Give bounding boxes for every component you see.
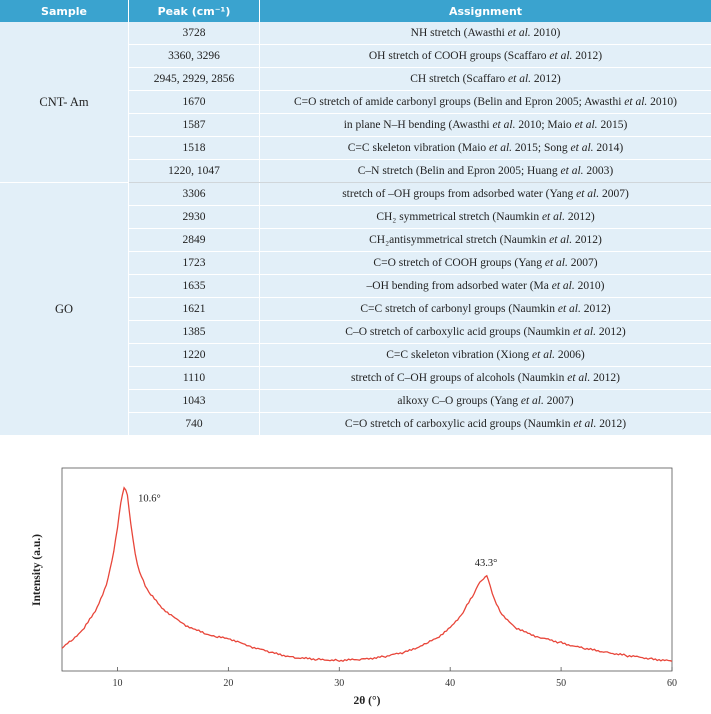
header-assignment: Assignment [260, 0, 711, 22]
assignment-cell: OH stretch of COOH groups (Scaffaro et al. 2012) [260, 45, 711, 68]
assignment-cell: in plane N–H bending (Awasthi et al. 2010; Maio et al. 2015) [260, 114, 711, 137]
peak-cell: 1043 [129, 390, 260, 413]
assignment-cell: –OH bending from adsorbed water (Ma et al. 2010) [260, 275, 711, 298]
peak-cell: 1385 [129, 321, 260, 344]
peak-cell: 1518 [129, 137, 260, 160]
assignment-cell: alkoxy C–O groups (Yang et al. 2007) [260, 390, 711, 413]
xrd-series-line [62, 488, 672, 662]
peak-cell: 1635 [129, 275, 260, 298]
peak-cell: 1670 [129, 91, 260, 114]
assignment-cell: CH₂antisymmetrical stretch (Naumkin et al. 2012) [260, 229, 711, 252]
assignment-cell: CH stretch (Scaffaro et al. 2012) [260, 68, 711, 91]
sample-cell: CNT- Am [0, 22, 129, 183]
sample-cell: GO [0, 183, 129, 436]
peak-cell: 1723 [129, 252, 260, 275]
peak-cell: 1587 [129, 114, 260, 137]
peak-cell: 3360, 3296 [129, 45, 260, 68]
peak-cell: 3306 [129, 183, 260, 206]
table-header-row [0, 0, 711, 22]
x-tick-label: 50 [556, 678, 567, 689]
assignment-cell: CH₂ symmetrical stretch (Naumkin et al. 2012) [260, 206, 711, 229]
x-tick-label: 20 [223, 678, 234, 689]
table-body [0, 22, 711, 436]
peak-cell: 3728 [129, 22, 260, 45]
peak-annotation-label: 10.6° [138, 493, 161, 505]
assignment-cell: C=C stretch of carbonyl groups (Naumkin et al. 2012) [260, 298, 711, 321]
peak-cell: 2945, 2929, 2856 [129, 68, 260, 91]
assignment-cell: C=O stretch of COOH groups (Yang et al. 2007) [260, 252, 711, 275]
assignment-cell: C=C skeleton vibration (Maio et al. 2015; Song et al. 2014) [260, 137, 711, 160]
x-tick-label: 60 [667, 678, 677, 689]
peak-cell: 1220 [129, 344, 260, 367]
x-tick-label: 30 [334, 678, 345, 689]
assignment-cell: C=C skeleton vibration (Xiong et al. 2006) [260, 344, 711, 367]
peak-annotations [138, 493, 497, 569]
header-sample: Sample [0, 0, 129, 22]
assignment-cell: C=O stretch of amide carbonyl groups (Belin and Epron 2005; Awasthi et al. 2010) [260, 91, 711, 114]
peak-annotation-label: 43.3° [474, 558, 498, 570]
peak-cell: 2930 [129, 206, 260, 229]
assignment-cell: stretch of C–OH groups of alcohols (Naumkin et al. 2012) [260, 367, 711, 390]
assignment-cell: NH stretch (Awasthi et al. 2010) [260, 22, 711, 45]
assignment-cell: C–O stretch of carboxylic acid groups (Naumkin et al. 2012) [260, 321, 711, 344]
peak-cell: 740 [129, 413, 260, 436]
assignment-cell: C=O stretch of carboxylic acid groups (Naumkin et al. 2012) [260, 413, 711, 436]
header-peak: Peak (cm⁻¹) [129, 0, 260, 22]
peak-cell: 1220, 1047 [129, 160, 260, 183]
peak-cell: 1621 [129, 298, 260, 321]
assignment-cell: C–N stretch (Belin and Epron 2005; Huang et al. 2003) [260, 160, 711, 183]
peak-cell: 2849 [129, 229, 260, 252]
x-tick-label: 10 [112, 678, 123, 689]
y-axis-label: Intensity (a.u.) [31, 534, 43, 606]
assignment-cell: stretch of –OH groups from adsorbed water (Yang et al. 2007) [260, 183, 711, 206]
x-ticks [112, 667, 677, 689]
table-row [0, 22, 711, 45]
xrd-chart [0, 460, 711, 714]
peak-cell: 1110 [129, 367, 260, 390]
x-tick-label: 40 [445, 678, 456, 689]
table-row [0, 183, 711, 206]
x-axis-label: 2θ (°) [353, 695, 381, 707]
